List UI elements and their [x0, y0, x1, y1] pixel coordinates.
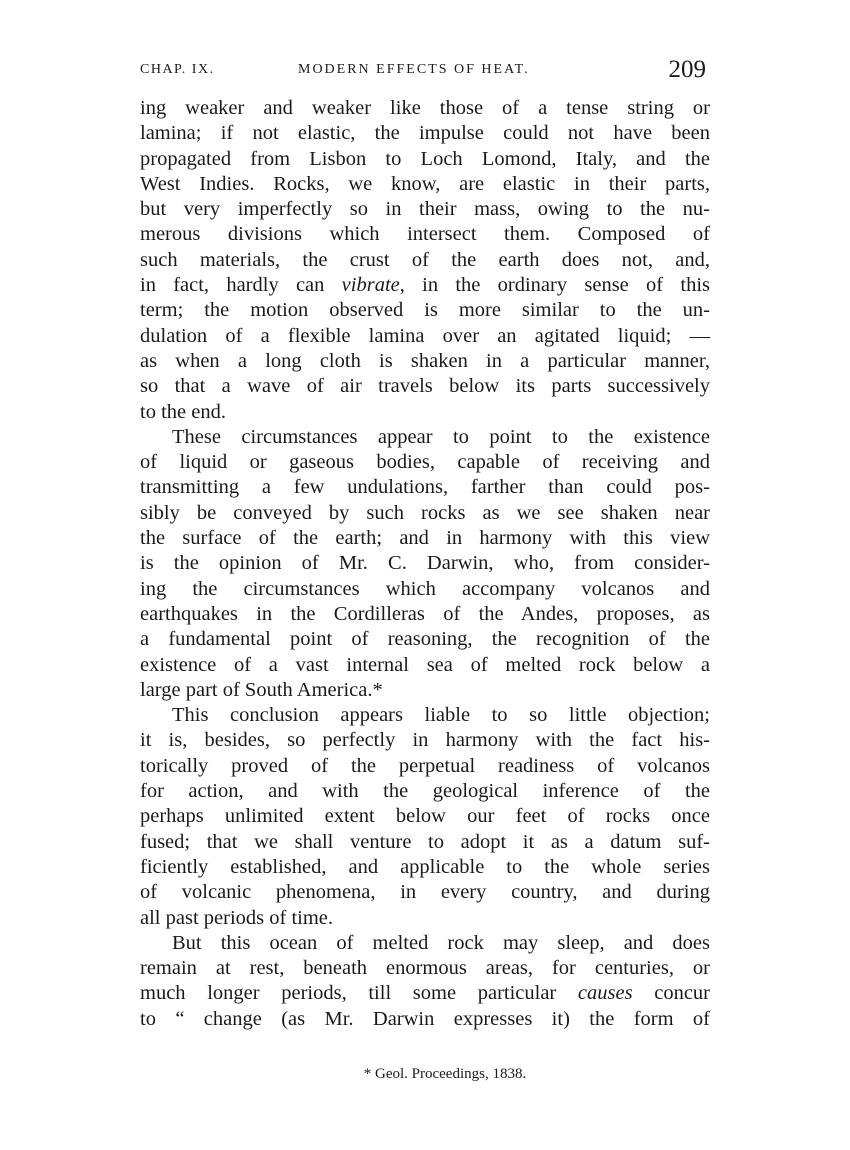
text-line: propagated from Lisbon to Loch Lomond, Italy, and the [140, 147, 710, 170]
text-line: all past periods of time. [140, 906, 333, 929]
text-line: West Indies. Rocks, we know, are elastic in their parts, [140, 172, 710, 195]
text-line: These circumstances appear to point to the existence [172, 425, 710, 448]
text-line: such materials, the crust of the earth does not, and, [140, 248, 710, 271]
text-line: of volcanic phenomena, in every country, and during [140, 881, 710, 904]
text-line: as when a long cloth is shaken in a particular manner, [140, 349, 710, 372]
text-line: merous divisions which intersect them. Composed of [140, 223, 710, 246]
text-line: ing the circumstances which accompany volcanos and [140, 577, 710, 600]
footnote-text: * Geol. Proceedings, 1838. [363, 1066, 527, 1082]
text-line: the surface of the earth; and in harmony with this view [140, 527, 710, 550]
text-line: in fact, hardly can vibrate, in the ordinary sense of this [140, 274, 710, 297]
text-line: much longer periods, till some particular causes concur [140, 982, 710, 1005]
text-line: to “ change (as Mr. Darwin expresses it) the form of [140, 1007, 710, 1030]
footnote [0, 1066, 850, 1083]
chapter-label: CHAP. IX. [140, 62, 215, 77]
text-line: earthquakes in the Cordilleras of the Andes, proposes, as [140, 602, 710, 625]
text-line: dulation of a flexible lamina over an agitated liquid; — [140, 324, 710, 347]
text-line: torically proved of the perpetual readiness of volcanos [140, 754, 710, 777]
text-line: is the opinion of Mr. C. Darwin, who, from consider- [140, 552, 710, 575]
text-line: of liquid or gaseous bodies, capable of receiving and [140, 451, 710, 474]
text-line: for action, and with the geological inference of the [140, 780, 710, 803]
text-line: ficiently established, and applicable to the whole series [140, 855, 710, 878]
text-line: a fundamental point of reasoning, the recognition of the [140, 628, 710, 651]
text-line: perhaps unlimited extent below our feet of rocks once [140, 805, 710, 828]
text-line: but very imperfectly so in their mass, owing to the nu- [140, 198, 710, 221]
text-line: ing weaker and weaker like those of a tense string or [140, 97, 710, 119]
text-line: so that a wave of air travels below its parts successively [140, 375, 710, 398]
text-line: existence of a vast internal sea of melted rock below a [140, 653, 710, 676]
running-head [140, 56, 710, 88]
text-line: large part of South America.* [140, 678, 383, 701]
text-line: lamina; if not elastic, the impulse could not have been [140, 122, 710, 145]
text-line: to the end. [140, 400, 226, 423]
text-line: fused; that we shall venture to adopt it as a datum suf- [140, 830, 710, 853]
text-line: sibly be conveyed by such rocks as we see shaken near [140, 501, 710, 524]
page-number: 209 [668, 56, 706, 83]
running-title: MODERN EFFECTS OF HEAT. [298, 62, 530, 77]
text-line: This conclusion appears liable to so little objection; [172, 704, 710, 727]
body-text [140, 96, 710, 1032]
text-line: transmitting a few undulations, farther than could pos- [140, 476, 710, 499]
text-line: it is, besides, so perfectly in harmony with the fact his- [140, 729, 710, 752]
text-line: But this ocean of melted rock may sleep, and does [172, 931, 710, 954]
text-line: term; the motion observed is more similar to the un- [140, 299, 710, 322]
text-line: remain at rest, beneath enormous areas, for centuries, or [140, 957, 710, 980]
